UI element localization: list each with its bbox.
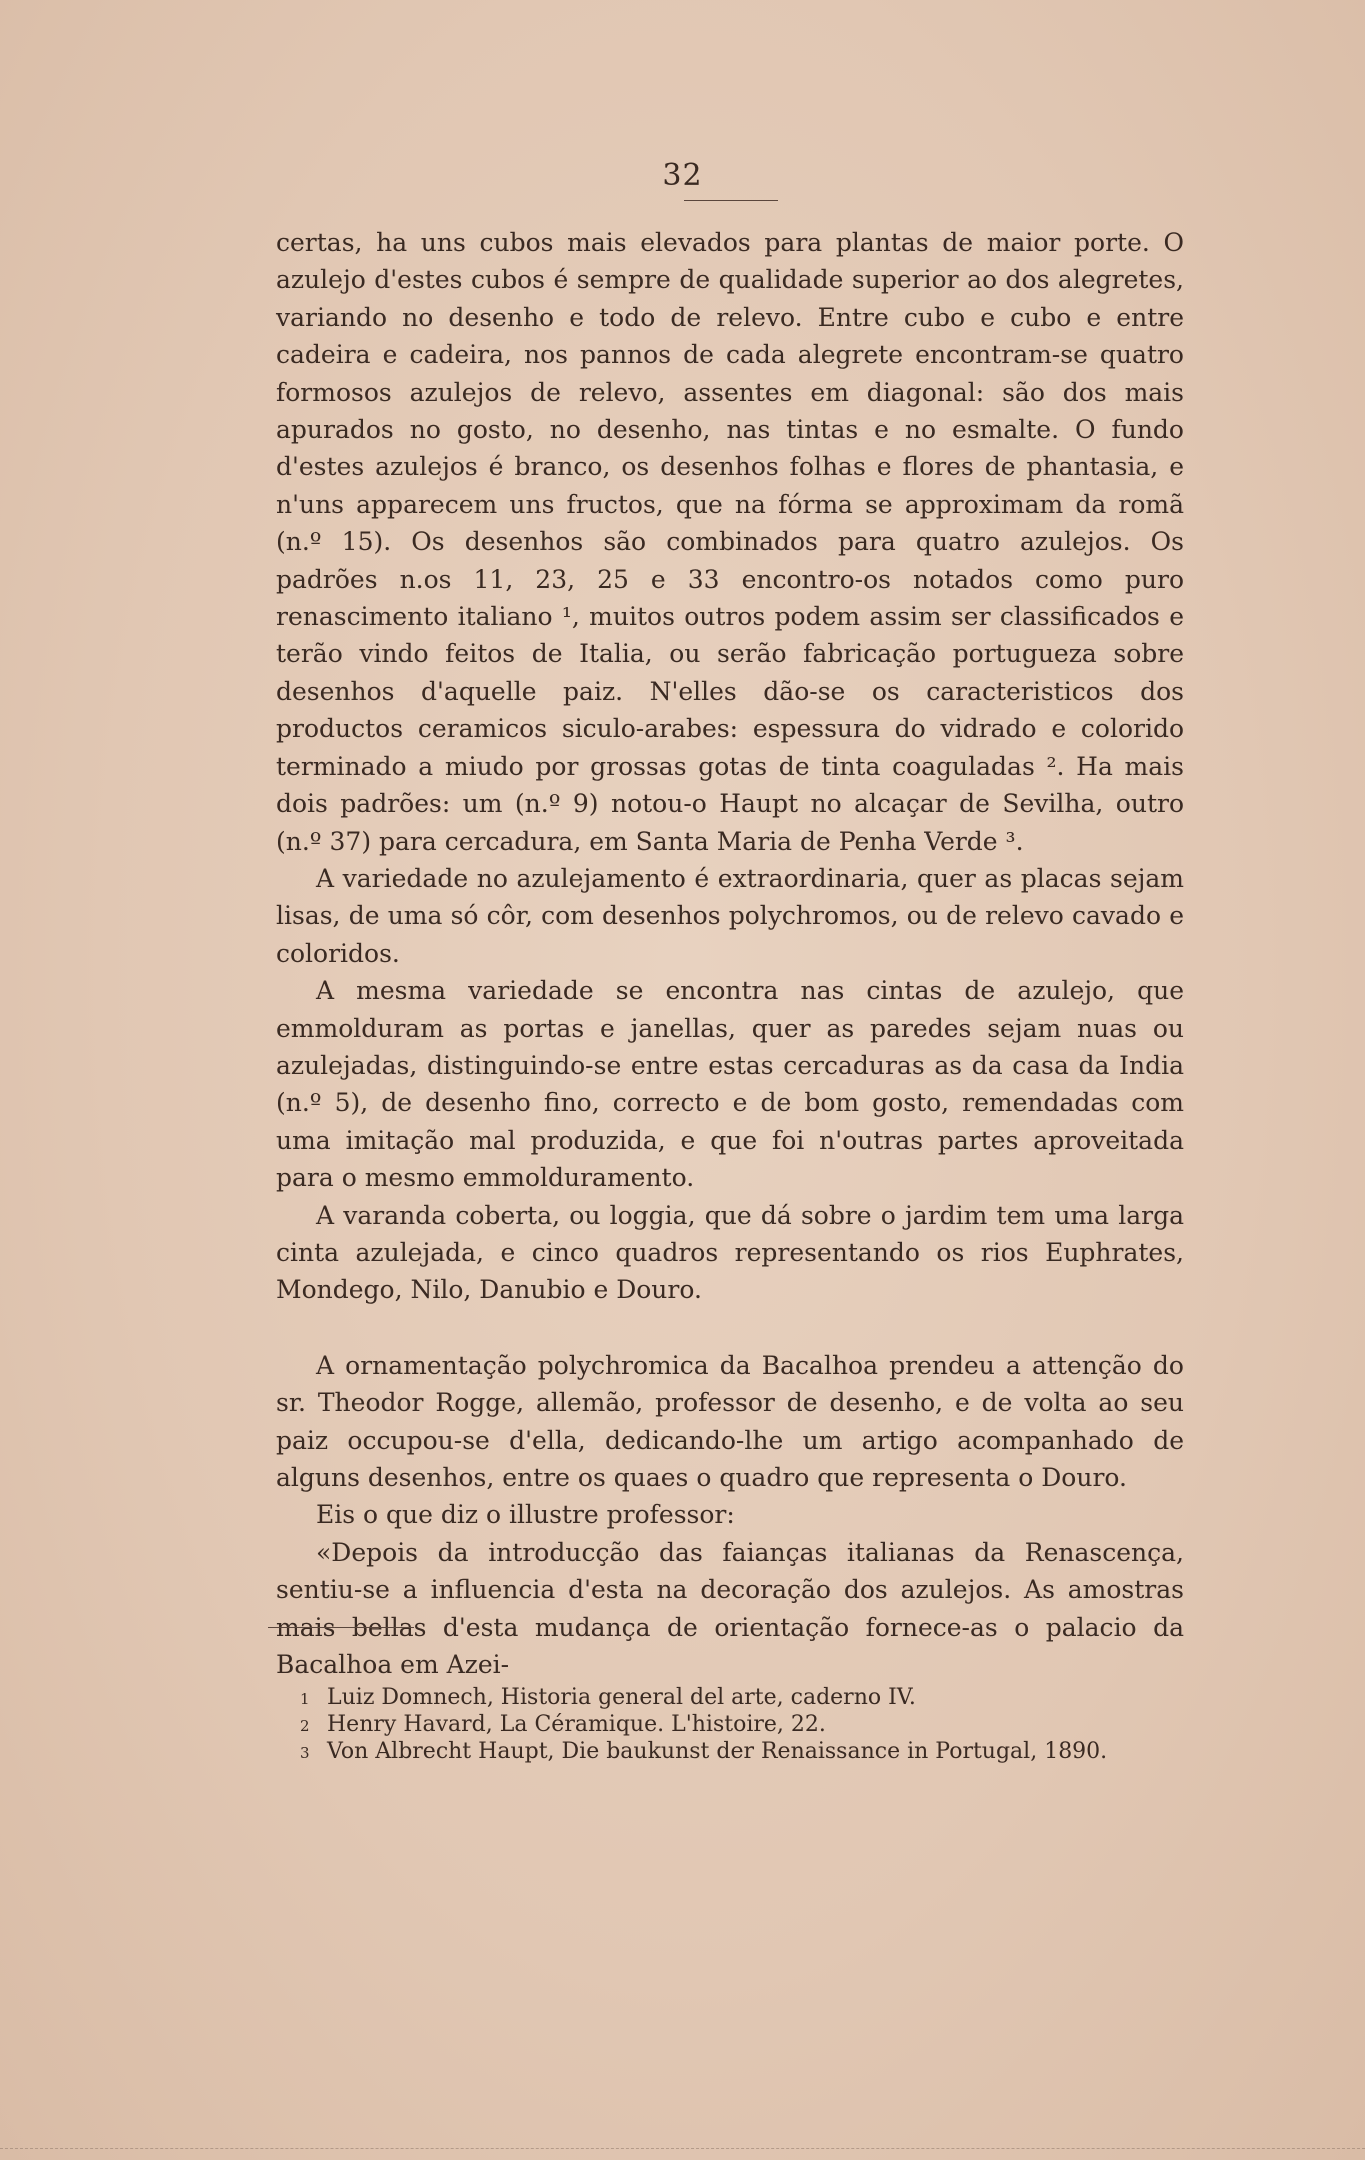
paragraph-3: A mesma variedade se encontra nas cintas de azulejo, que emmolduram as portas e janellas, quer as paredes sejam nuas ou azulejadas, distinguindo-se entre estas cercaduras as da casa da India (n.º 5), de desenho fino, correcto e de bom gosto, remendadas com uma imitação mal produzida, e que foi n'outras partes aproveitada para o mesmo emmolduramento.: [276, 976, 1184, 1193]
paragraph-1: certas, ha uns cubos mais elevados para plantas de maior porte. O azulejo d'estes cubos é sempre de qualidade superior ao dos alegretes, variando no desenho e todo de relevo. Entre cubo e cubo e entre cadeira e cadeira, nos pannos de cada alegrete encontram-se quatro formosos azulejos de relevo, assentes em diagonal: são dos mais apurados no gosto, no desenho, nas tintas e no esmalte. O fundo d'estes azulejos é branco, os desenhos folhas e flores de phantasia, e n'uns apparecem uns fructos, que na fórma se approximam da romã (n.º 15). Os desenhos são combinados para quatro azulejos. Os padrões n.os 11, 23, 25 e 33 encontro-os notados como puro renascimento italiano ¹, muitos outros podem assim ser classificados e terão vindo feitos de Italia, ou serão fabricação portugueza sobre desenhos d'aquelle paiz. N'elles dão-se os caracteristicos dos productos ceramicos siculo-arabes: espessura do vidrado e colorido terminado a miudo por grossas gotas de tinta coaguladas ². Ha mais dois padrões: um (n.º 9) notou-o Haupt no alcaçar de Sevilha, outro (n.º 37) para cercadura, em Santa Maria de Penha Verde ³.: [276, 228, 1184, 856]
page-edge-line: [0, 2148, 1365, 2149]
paragraph-7: «Depois da introducção das faianças italianas da Renascença, sentiu-se a influencia d'esta na decoração dos azulejos. As amostras mais bellas d'esta mudança de orientação fornece-as o palacio da Bacalhoa em Azei-: [276, 1537, 1184, 1680]
body-text: [276, 224, 1184, 1683]
page-number: 32: [662, 158, 703, 193]
footnote-text: Luiz Domnech, Historia general del arte, caderno IV.: [327, 1685, 916, 1710]
footnote-number: 2: [300, 1717, 310, 1735]
footnote: [300, 1739, 1200, 1766]
paragraph-5: A ornamentação polychromica da Bacalhoa prendeu a attenção do sr. Theodor Rogge, allemão, professor de desenho, e de volta ao seu paiz occupou-se d'ella, dedicando-lhe um artigo acompanhado de alguns desenhos, entre os quaes o quadro que representa o Douro.: [276, 1350, 1184, 1492]
footnote: [300, 1712, 1200, 1739]
footnote-number: 1: [300, 1690, 310, 1708]
footnote-text: Von Albrecht Haupt, Die baukunst der Renaissance in Portugal, 1890.: [327, 1739, 1108, 1764]
footnote-rule: [268, 1627, 414, 1628]
paragraph-6: Eis o que diz o illustre professor:: [316, 1500, 735, 1530]
footnotes: [300, 1685, 1200, 1766]
paragraph-4: A varanda coberta, ou loggia, que dá sobre o jardim tem uma larga cinta azulejada, e cinco quadros representando os rios Euphrates, Mondego, Nilo, Danubio e Douro.: [276, 1200, 1184, 1305]
footnote: [300, 1685, 1200, 1712]
page-number-rule: [684, 200, 778, 201]
paragraph-2: A variedade no azulejamento é extraordinaria, quer as placas sejam lisas, de uma só côr, com desenhos polychromos, ou de relevo cavado e coloridos.: [276, 863, 1184, 968]
footnote-number: 3: [300, 1744, 310, 1762]
footnote-text: Henry Havard, La Céramique. L'histoire, 22.: [327, 1712, 826, 1737]
